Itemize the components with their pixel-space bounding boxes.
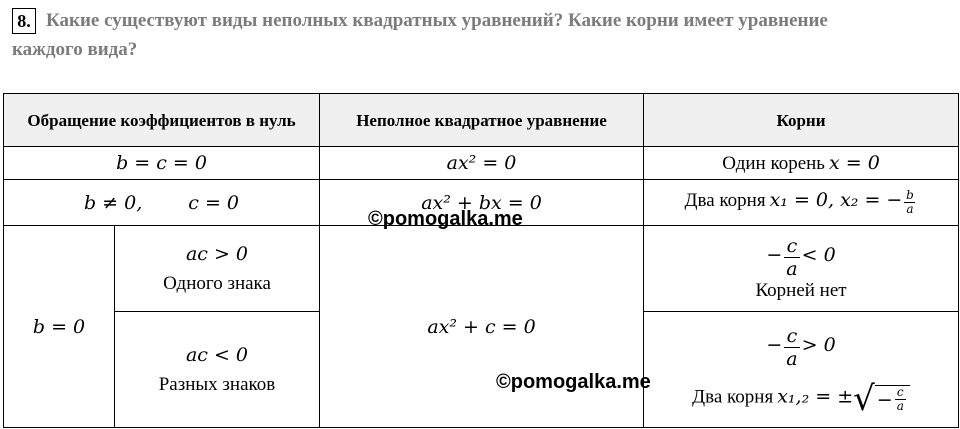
square-root: √ − $\frac{c}{a}$ [853,384,910,414]
row2-coef: b ≠ 0, c = 0 [4,180,320,226]
row3-sub2-cond: ac < 0 Разных знаков [115,312,320,428]
fraction: $\frac{c}{a}$ [786,235,798,280]
question-text-line1: Какие существуют виды неполных квадратных уравнений? Какие корни имеет уравнение [46,10,828,31]
header-coefficients: Обращение коэффициентов в нуль [4,94,320,147]
table-row [4,147,959,180]
row3-sub1-cond: ac > 0 Одного знака [115,226,320,312]
fraction: $\frac{c}{a}$ [786,325,798,370]
watermark: ©pomogalka.me [496,371,651,393]
row1-coef: b = c = 0 [4,147,320,180]
equations-table [3,93,959,428]
question-number: 8. [12,8,36,34]
table-header-row [4,94,959,147]
row3-sub2-roots: − $\frac{c}{a}$ > 0 Два корня x₁,₂ = ± √ − $\frac{c}{a}$ [644,312,959,428]
row1-eq: ax² = 0 [320,147,644,180]
fraction: $\frac{b}{a}$ [906,188,914,216]
header-equation: Неполное квадратное уравнение [320,94,644,147]
row2-eq: ax² + bx = 0 [320,180,644,226]
row2-roots: Два корня x₁ = 0, x₂ = − $\frac{b}{a}$ [644,180,959,226]
row3-eq: ax² + c = 0 [320,226,644,428]
row3-sub1-roots: − $\frac{c}{a}$ < 0 Корней нет [644,226,959,312]
watermark: ©pomogalka.me [368,208,523,230]
header-roots: Корни [644,94,959,147]
table-row [4,226,959,312]
row3-coef: b = 0 [4,226,115,428]
question-text-line2: каждого вида? [12,39,138,60]
row1-roots: Один корень x = 0 [644,147,959,180]
